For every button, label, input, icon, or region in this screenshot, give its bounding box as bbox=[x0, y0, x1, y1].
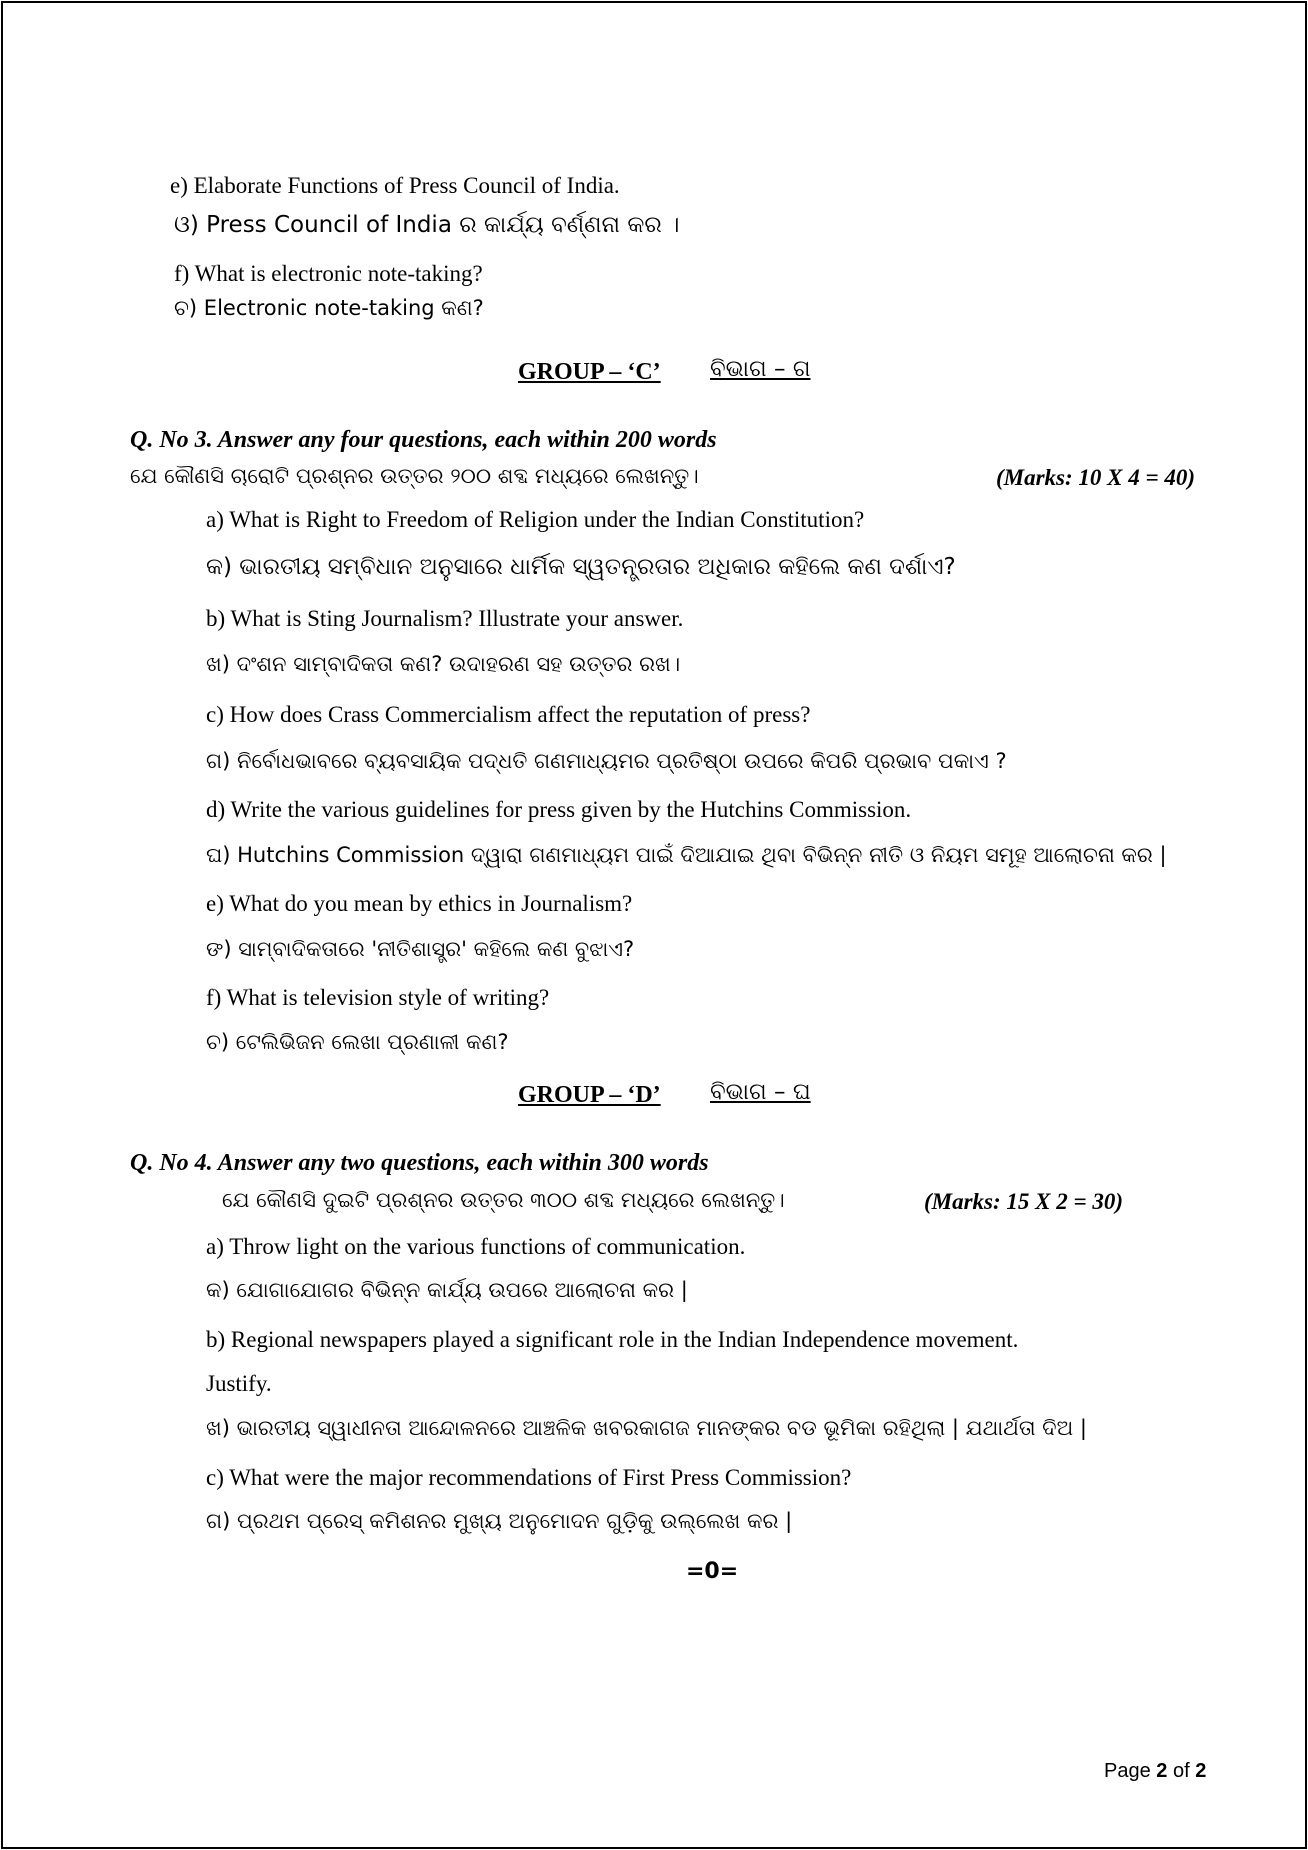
question-3e-odia: ଙ) ସାମ୍ବାଦିକତାରେ 'ନୀତିଶାସ୍ତ୍ର' କହିଲେ କଣ ବୁଝାଏ? bbox=[206, 937, 635, 961]
question-4c-english: c) What were the major recommendations of First Press Commission? bbox=[206, 1465, 852, 1490]
question-4b-english-line2: Justify. bbox=[206, 1371, 272, 1396]
question-3-heading: Q. No 3. Answer any four questions, each within 200 words bbox=[130, 427, 717, 453]
question-3a-english: a) What is Right to Freedom of Religion under the Indian Constitution? bbox=[206, 507, 865, 532]
question-3a-odia: କ) ଭାରତୀୟ ସମ୍ବିଧାନ ଅନୁସାରେ ଧାର୍ମିକ ସ୍ୱତନ୍ତ୍ରତାର ଅଧିକାର କହିଲେ କଣ ଦର୍ଶାଏ? bbox=[206, 554, 956, 580]
question-4-heading: Q. No 4. Answer any two questions, each within 300 words bbox=[130, 1150, 709, 1176]
group-c-title: GROUP – ‘C’ bbox=[518, 359, 661, 385]
question-2e-english: e) Elaborate Functions of Press Council of India. bbox=[170, 173, 620, 198]
page-number bbox=[1104, 1761, 1206, 1781]
question-3f-odia: ଚ) ଟେଲିଭିଜନ ଲେଖା ପ୍ରଣାଳୀ କଣ? bbox=[206, 1030, 509, 1054]
question-3b-english: b) What is Sting Journalism? Illustrate your answer. bbox=[206, 606, 684, 631]
question-4a-odia: କ) ଯୋଗାଯୋଗର ବିଭିନ୍ନ କାର୍ଯ୍ୟ ଉପରେ ଆଲୋଚନା କର | bbox=[206, 1278, 688, 1302]
question-4-heading-odia: ଯେ କୌଣସି ଦୁଇଟି ପ୍ରଶ୍ନର ଉତ୍ତର ୩୦୦ ଶବ୍ଦ ମଧ୍ୟରେ ଲେଖନ୍ତୁ। bbox=[222, 1188, 785, 1212]
question-4-marks: (Marks: 15 X 2 = 30) bbox=[924, 1189, 1124, 1214]
question-4c-odia: ଗ) ପ୍ରଥମ ପ୍ରେସ୍ କମିଶନର ମୁଖ୍ୟ ଅନୁମୋଦନ ଗୁଡ଼ିକୁ ଉଲ୍ଲେଖ କର | bbox=[206, 1509, 793, 1533]
question-4b-english-line1: b) Regional newspapers played a significant role in the Indian Independence movement. bbox=[206, 1327, 1019, 1352]
question-3e-english: e) What do you mean by ethics in Journalism? bbox=[206, 891, 633, 916]
question-3f-english: f) What is television style of writing? bbox=[206, 985, 550, 1010]
question-3-heading-odia: ଯେ କୌଣସି ଚାରୋଟି ପ୍ରଶ୍ନର ଉତ୍ତର ୨୦୦ ଶବ୍ଦ ମଧ୍ୟରେ ଲେଖନ୍ତୁ। bbox=[130, 464, 699, 488]
question-3d-odia: ଘ) Hutchins Commission ଦ୍ୱାରା ଗଣମାଧ୍ୟମ ପାଇଁ ଦିଆଯାଇ ଥିବା ବିଭିନ୍ନ ନୀତି ଓ ନିୟମ ସମୂହ ଆଲୋଚନା କର | bbox=[206, 843, 1167, 867]
question-3c-odia: ଗ) ନିର୍ବୋଧଭାବରେ ବ୍ୟବସାୟିକ ପଦ୍ଧତି ଗଣମାଧ୍ୟମର ପ୍ରତିଷ୍ଠା ଉପରେ କିପରି ପ୍ରଭାବ ପକାଏ ? bbox=[206, 749, 1007, 773]
page-label: Page bbox=[1104, 1760, 1151, 1782]
question-4b-odia: ଖ) ଭାରତୀୟ ସ୍ୱାଧୀନତା ଆନ୍ଦୋଳନରେ ଆଞ୍ଚଳିକ ଖବରକାଗଜ ମାନଙ୍କର ବଡ ଭୂମିକା ରହିଥିଲା | ଯଥାର୍ଥତା ଦିଅ | bbox=[206, 1416, 1087, 1440]
group-d-title: GROUP – ‘D’ bbox=[518, 1082, 661, 1108]
group-c-title-odia: ବିଭାଗ – ଗ bbox=[710, 356, 811, 382]
question-3b-odia: ଖ) ଦଂଶନ ସାମ୍ବାଦିକତା କଣ? ଉଦାହରଣ ସହ ଉତ୍ତର ରଖ। bbox=[206, 652, 681, 676]
page-total: 2 bbox=[1195, 1760, 1207, 1782]
question-3-marks: (Marks: 10 X 4 = 40) bbox=[996, 465, 1196, 490]
question-3c-english: c) How does Crass Commercialism affect the reputation of press? bbox=[206, 702, 811, 727]
question-2f-odia: ଚ) Electronic note-taking କଣ? bbox=[174, 296, 484, 320]
question-2e-odia: ଓ) Press Council of India ର କାର୍ଯ୍ୟ ବର୍ଣ୍ଣନା କର । bbox=[174, 212, 680, 238]
page-current: 2 bbox=[1156, 1760, 1168, 1782]
group-d-title-odia: ବିଭାଗ – ଘ bbox=[710, 1079, 811, 1105]
page-of: of bbox=[1172, 1760, 1190, 1782]
question-2f-english: f) What is electronic note-taking? bbox=[174, 261, 483, 286]
end-of-paper-mark: =0= bbox=[686, 1559, 739, 1584]
question-3d-english: d) Write the various guidelines for press given by the Hutchins Commission. bbox=[206, 797, 912, 822]
question-4a-english: a) Throw light on the various functions of communication. bbox=[206, 1234, 746, 1259]
